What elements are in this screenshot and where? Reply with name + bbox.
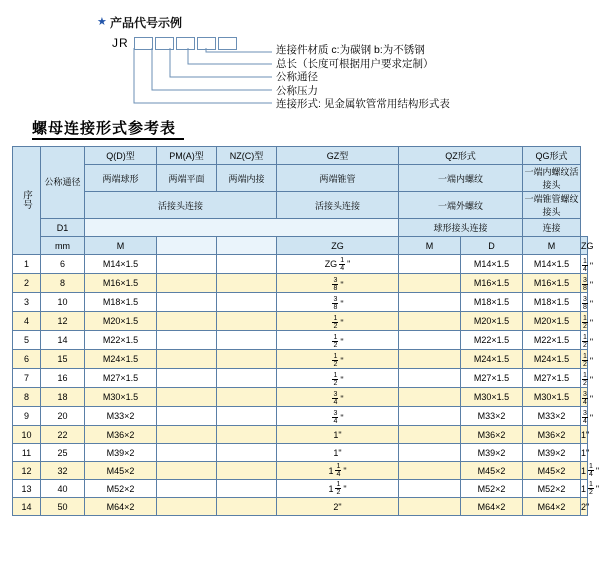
cell-nz bbox=[217, 350, 277, 369]
cell-qz-m bbox=[399, 426, 461, 444]
cell-nz bbox=[217, 407, 277, 426]
cell-qg-m: M14×1.5 bbox=[523, 255, 581, 274]
cell-pm bbox=[157, 407, 217, 426]
cell-qz-m bbox=[399, 350, 461, 369]
header-dn: 公称通径 bbox=[41, 147, 85, 219]
cell-qg-m: M20×1.5 bbox=[523, 312, 581, 331]
legend-label: 总长（长度可根据用户要求定制） bbox=[276, 57, 434, 70]
header-unit-zg: ZG bbox=[277, 237, 399, 255]
cell-gz: $\frac{3}{8}$ " bbox=[277, 293, 399, 312]
table-header-row bbox=[13, 219, 588, 237]
cell-gz: $\frac{3}{4}$ " bbox=[277, 407, 399, 426]
legend-title: 产品代号示例 bbox=[110, 16, 183, 30]
page-title: 螺母连接形式参考表 bbox=[32, 120, 177, 137]
cell-pm bbox=[157, 350, 217, 369]
header-gz-desc: 两端锥管 bbox=[277, 165, 399, 192]
title-underline bbox=[32, 138, 184, 140]
cell-pm bbox=[157, 293, 217, 312]
cell-q: M14×1.5 bbox=[85, 255, 157, 274]
header-gz-connect: 活接头连接 bbox=[277, 192, 399, 219]
header-qg-desc: 一端内螺纹活接头 bbox=[523, 165, 581, 192]
cell-seq: 1 bbox=[13, 255, 41, 274]
cell-gz: $\frac{3}{8}$ " bbox=[277, 274, 399, 293]
cell-qg-m: M64×2 bbox=[523, 498, 581, 516]
cell-seq: 13 bbox=[13, 480, 41, 498]
nut-connection-table bbox=[12, 146, 600, 516]
header-group-nz: NZ(C)型 bbox=[217, 147, 277, 165]
cell-nz bbox=[217, 426, 277, 444]
cell-q: M27×1.5 bbox=[85, 369, 157, 388]
cell-nz bbox=[217, 444, 277, 462]
cell-qz-d: M52×2 bbox=[461, 480, 523, 498]
cell-q: M30×1.5 bbox=[85, 388, 157, 407]
cell-q: M64×2 bbox=[85, 498, 157, 516]
cell-qz-m bbox=[399, 388, 461, 407]
cell-qz-d: M36×2 bbox=[461, 426, 523, 444]
cell-nz bbox=[217, 312, 277, 331]
cell-seq: 2 bbox=[13, 274, 41, 293]
table-header-row bbox=[13, 192, 588, 219]
header-group-q: Q(D)型 bbox=[85, 147, 157, 165]
cell-gz: 1 $\frac{1}{2}$ " bbox=[277, 480, 399, 498]
cell-qg-zg: 2" bbox=[581, 498, 588, 516]
header-qz-ext-thread: 一端外螺纹 bbox=[399, 192, 523, 219]
cell-q: M18×1.5 bbox=[85, 293, 157, 312]
cell-dn: 25 bbox=[41, 444, 85, 462]
cell-nz bbox=[217, 293, 277, 312]
header-unit-zg2: ZG bbox=[581, 237, 588, 255]
cell-gz: $\frac{1}{2}$ " bbox=[277, 331, 399, 350]
header-qz-desc: 一端内螺纹 bbox=[399, 165, 523, 192]
header-seq bbox=[13, 147, 41, 255]
cell-q: M36×2 bbox=[85, 426, 157, 444]
cell-pm bbox=[157, 369, 217, 388]
cell-qz-d: M30×1.5 bbox=[461, 388, 523, 407]
header-group-qz: QZ形式 bbox=[399, 147, 523, 165]
header-unit-blank bbox=[217, 237, 277, 255]
legend-label: 连接形式: 见金属软管常用结构形式表 bbox=[276, 98, 450, 110]
cell-dn: 16 bbox=[41, 369, 85, 388]
header-unit-d: D bbox=[461, 237, 523, 255]
cell-qz-d: M33×2 bbox=[461, 407, 523, 426]
cell-qg-zg: $\frac{1}{2}$ " bbox=[581, 350, 588, 369]
cell-qg-zg: 1" bbox=[581, 444, 588, 462]
cell-q: M22×1.5 bbox=[85, 331, 157, 350]
header-qg-taper: 一端锥管螺纹接头 bbox=[523, 192, 581, 219]
cell-q: M45×2 bbox=[85, 462, 157, 480]
cell-qg-zg: 1 $\frac{1}{2}$ " bbox=[581, 481, 600, 496]
cell-pm bbox=[157, 426, 217, 444]
cell-q: M39×2 bbox=[85, 444, 157, 462]
table-row bbox=[13, 407, 588, 426]
cell-pm bbox=[157, 388, 217, 407]
cell-seq: 4 bbox=[13, 312, 41, 331]
cell-gz: $\frac{1}{2}$ " bbox=[277, 350, 399, 369]
header-union-connect: 活接头连接 bbox=[85, 192, 277, 219]
cell-qg-zg: $\frac{1}{2}$ " bbox=[581, 331, 588, 350]
legend-label-list bbox=[276, 44, 450, 112]
cell-qz-m bbox=[399, 498, 461, 516]
cell-dn: 20 bbox=[41, 407, 85, 426]
cell-gz: 1 $\frac{1}{4}$ " bbox=[277, 462, 399, 480]
cell-dn: 32 bbox=[41, 462, 85, 480]
cell-seq: 3 bbox=[13, 293, 41, 312]
cell-qg-m: M16×1.5 bbox=[523, 274, 581, 293]
table-row bbox=[13, 498, 588, 516]
cell-qg-zg: $\frac{1}{2}$ " bbox=[581, 369, 588, 388]
header-pm-desc: 两端平面 bbox=[157, 165, 217, 192]
header-seq-label: 序号 bbox=[21, 190, 32, 209]
header-unit-blank bbox=[157, 237, 217, 255]
cell-qz-m bbox=[399, 444, 461, 462]
cell-qz-d: M20×1.5 bbox=[461, 312, 523, 331]
cell-seq: 5 bbox=[13, 331, 41, 350]
cell-pm bbox=[157, 255, 217, 274]
cell-qz-m bbox=[399, 369, 461, 388]
cell-qz-d: M64×2 bbox=[461, 498, 523, 516]
table-row bbox=[13, 388, 588, 407]
table-body bbox=[13, 147, 600, 516]
table-row bbox=[13, 312, 588, 331]
header-q-desc: 两端球形 bbox=[85, 165, 157, 192]
cell-qz-d: M24×1.5 bbox=[461, 350, 523, 369]
cell-qg-m: M18×1.5 bbox=[523, 293, 581, 312]
cell-dn: 40 bbox=[41, 480, 85, 498]
table-header-row bbox=[13, 237, 588, 255]
cell-pm bbox=[157, 274, 217, 293]
cell-qg-m: M24×1.5 bbox=[523, 350, 581, 369]
cell-q: M33×2 bbox=[85, 407, 157, 426]
cell-qg-m: M39×2 bbox=[523, 444, 581, 462]
table-row bbox=[13, 462, 588, 480]
cell-gz: $\frac{1}{2}$ " bbox=[277, 312, 399, 331]
cell-seq: 7 bbox=[13, 369, 41, 388]
cell-qz-d: M16×1.5 bbox=[461, 274, 523, 293]
cell-qg-zg: $\frac{3}{8}$ " bbox=[581, 274, 588, 293]
cell-pm bbox=[157, 331, 217, 350]
cell-qg-m: M30×1.5 bbox=[523, 388, 581, 407]
cell-nz bbox=[217, 498, 277, 516]
cell-qz-d: M18×1.5 bbox=[461, 293, 523, 312]
cell-gz: 2" bbox=[277, 498, 399, 516]
cell-nz bbox=[217, 274, 277, 293]
cell-dn: 6 bbox=[41, 255, 85, 274]
cell-qz-m bbox=[399, 255, 461, 274]
header-unit-mm: mm bbox=[41, 237, 85, 255]
cell-pm bbox=[157, 462, 217, 480]
cell-dn: 22 bbox=[41, 426, 85, 444]
header-unit-m2: M bbox=[399, 237, 461, 255]
cell-qg-m: M45×2 bbox=[523, 462, 581, 480]
table-row bbox=[13, 480, 588, 498]
cell-qg-zg: $\frac{3}{4}$ " bbox=[581, 388, 588, 407]
header-group-gz: GZ型 bbox=[277, 147, 399, 165]
header-nz-desc: 两端内接 bbox=[217, 165, 277, 192]
cell-gz: $\frac{3}{4}$ " bbox=[277, 388, 399, 407]
legend-label: 公称通径 bbox=[276, 71, 318, 83]
table-header-row bbox=[13, 147, 588, 165]
cell-gz: $\frac{1}{2}$ " bbox=[277, 369, 399, 388]
cell-qz-d: M27×1.5 bbox=[461, 369, 523, 388]
cell-qz-d: M22×1.5 bbox=[461, 331, 523, 350]
cell-dn: 50 bbox=[41, 498, 85, 516]
cell-seq: 12 bbox=[13, 462, 41, 480]
header-qz-ball: 球形接头连接 bbox=[399, 219, 523, 237]
table-row bbox=[13, 293, 588, 312]
cell-dn: 14 bbox=[41, 331, 85, 350]
product-code-legend bbox=[0, 0, 600, 118]
cell-seq: 11 bbox=[13, 444, 41, 462]
cell-qg-zg: 1 $\frac{1}{4}$ " bbox=[581, 463, 600, 478]
cell-nz bbox=[217, 388, 277, 407]
cell-seq: 9 bbox=[13, 407, 41, 426]
table-row bbox=[13, 426, 588, 444]
legend-label: 连接件材质 c:为碳钢 b:为不锈钢 bbox=[276, 44, 425, 56]
cell-dn: 12 bbox=[41, 312, 85, 331]
cell-q: M24×1.5 bbox=[85, 350, 157, 369]
cell-qz-m bbox=[399, 331, 461, 350]
cell-pm bbox=[157, 312, 217, 331]
cell-dn: 15 bbox=[41, 350, 85, 369]
header-qg-connect: 连接 bbox=[523, 219, 581, 237]
table-header-row bbox=[13, 165, 588, 192]
table-row bbox=[13, 369, 588, 388]
cell-nz bbox=[217, 480, 277, 498]
cell-qz-m bbox=[399, 462, 461, 480]
cell-qz-d: M14×1.5 bbox=[461, 255, 523, 274]
cell-qg-m: M27×1.5 bbox=[523, 369, 581, 388]
cell-qg-zg: $\frac{3}{8}$ " bbox=[581, 293, 588, 312]
cell-dn: 8 bbox=[41, 274, 85, 293]
cell-qg-zg: 1" bbox=[581, 426, 588, 444]
cell-q: M16×1.5 bbox=[85, 274, 157, 293]
cell-pm bbox=[157, 480, 217, 498]
cell-qz-d: M45×2 bbox=[461, 462, 523, 480]
cell-qg-m: M36×2 bbox=[523, 426, 581, 444]
header-group-qg: QG形式 bbox=[523, 147, 581, 165]
cell-qz-m bbox=[399, 312, 461, 331]
cell-qg-m: M52×2 bbox=[523, 480, 581, 498]
cell-q: M52×2 bbox=[85, 480, 157, 498]
cell-dn: 18 bbox=[41, 388, 85, 407]
cell-qg-zg: $\frac{3}{4}$ " bbox=[581, 407, 588, 426]
cell-nz bbox=[217, 462, 277, 480]
cell-qz-m bbox=[399, 480, 461, 498]
cell-qg-zg: $\frac{1}{4}$ " bbox=[581, 255, 588, 274]
code-prefix: JR bbox=[112, 36, 129, 50]
cell-nz bbox=[217, 331, 277, 350]
cell-qz-m bbox=[399, 407, 461, 426]
cell-qz-d: M39×2 bbox=[461, 444, 523, 462]
table-row bbox=[13, 444, 588, 462]
header-d1: D1 bbox=[41, 219, 85, 237]
cell-nz bbox=[217, 255, 277, 274]
table-row bbox=[13, 350, 588, 369]
cell-dn: 10 bbox=[41, 293, 85, 312]
cell-pm bbox=[157, 444, 217, 462]
cell-seq: 6 bbox=[13, 350, 41, 369]
cell-seq: 8 bbox=[13, 388, 41, 407]
cell-gz: ZG $\frac{1}{4}$ " bbox=[277, 255, 399, 274]
cell-qg-m: M33×2 bbox=[523, 407, 581, 426]
cell-qg-m: M22×1.5 bbox=[523, 331, 581, 350]
header-group-pm: PM(A)型 bbox=[157, 147, 217, 165]
cell-seq: 10 bbox=[13, 426, 41, 444]
cell-seq: 14 bbox=[13, 498, 41, 516]
header-blank bbox=[85, 219, 399, 237]
cell-gz: 1" bbox=[277, 444, 399, 462]
cell-q: M20×1.5 bbox=[85, 312, 157, 331]
table-row bbox=[13, 274, 588, 293]
cell-qz-m bbox=[399, 293, 461, 312]
table-row bbox=[13, 331, 588, 350]
cell-qz-m bbox=[399, 274, 461, 293]
table-row bbox=[13, 255, 588, 274]
legend-label: 公称压力 bbox=[276, 84, 318, 97]
header-unit-m3: M bbox=[523, 237, 581, 255]
cell-qg-zg: $\frac{1}{2}$ " bbox=[581, 312, 588, 331]
cell-gz: 1" bbox=[277, 426, 399, 444]
cell-nz bbox=[217, 369, 277, 388]
cell-pm bbox=[157, 498, 217, 516]
star-icon: ★ bbox=[97, 16, 107, 28]
header-unit-m: M bbox=[85, 237, 157, 255]
